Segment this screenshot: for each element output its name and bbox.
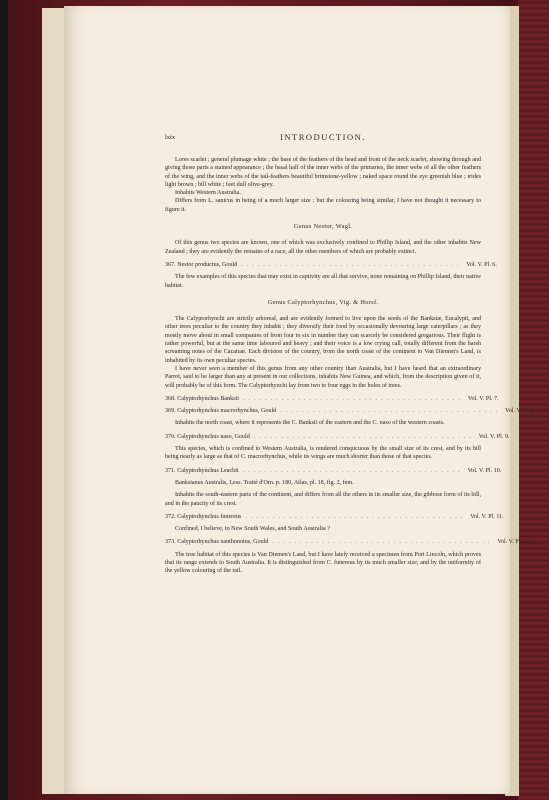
species-entry (165, 467, 502, 475)
genus-paragraph: The Calyptorhynchi are strictly arboreal, and are evidently formed to live upon the seeds of the Banksiæ, Eucalypti, and other trees peculiar to the country they inhabit ; they diversify their food by occasionally devouring large caterpillars ; as they mostly move about in small companies of from four to six in number they can scarcely be considered gregarious. Their flight is rather powerful, but at the same time laboured and heavy ; and their voice is a low crying call, totally different from the harsh screaming notes of the Cacatuæ. Each division of the country, from the north coast of the continent to Van Diemen's Land, is inhabited by its own peculiar species. (165, 316, 481, 364)
genus-heading: Genus Calyptorhynchus, Vig. & Horsf. (267, 298, 379, 306)
species-entry (165, 395, 499, 403)
plate-reference: Vol. V. Pl. 12. (497, 539, 532, 546)
running-head (165, 134, 481, 146)
plate-reference: Vol. V. Pl. 10. (467, 467, 502, 474)
cover-edge (518, 0, 549, 800)
leader-dots: ........................................ (241, 261, 463, 268)
species-note: Inhabits the south-eastern parts of the continent, and differs from all the others in its smaller size, the gibbose form of its bill, and in the paucity of its crest. (165, 492, 481, 507)
species-name: 371. Calyptorhynchus Leachii (165, 467, 239, 474)
species-name: 368. Calyptorhynchus Banksii (165, 395, 239, 402)
intro-paragraph: Inhabits Western Australia. (175, 190, 241, 197)
species-note: The true habitat of this species is Van Diemen's Land, but I have lately received a specimen from Port Lincoln, which proves that its range extends to South Australia. It is distinguished from C. funereus by its much smaller size, and by the uniformity of the yellow colouring of the tail. (165, 551, 481, 575)
plate-reference: Vol. V. Pl. 8. (505, 408, 536, 415)
species-name: 369. Calyptorhynchus macrorhynchus, Gould (165, 408, 277, 415)
intro-paragraph: Lores scarlet ; general plumage white ; the base of the feathers of the head and front of the neck scarlet, showing through and giving those parts a stained appearance ; the basal half of the inner webs of the primaries, the inner webs of all the other feathers of the wing, and the inner webs of the tail-feathers beautiful brimstone-yellow ; naked space round the eye greenish blue ; irides light brown ; bill white ; feet dull olive-grey. (165, 157, 481, 188)
leader-dots: ........................................ (245, 513, 467, 520)
leader-dots: ........................................ (253, 433, 475, 440)
species-note: This species, which is confined to Western Australia, is rendered conspicuous by the small size of its crest, and by its bill being nearly as large as that of C. macrorhynchus, while its wings are much shorter than those of that species. (165, 446, 481, 461)
genus-paragraph: Of this genus two species are known, one of which was exclusively confined to Phillip Island, and the other inhabits New Zealand ; they are evidently the remains of a race, all the other members of which are probably extinct. (165, 240, 481, 255)
leader-dots: ........................................ (242, 395, 464, 402)
intro-paragraph: Differs from L. sanicus in being of a much larger size ; but the colouring being similar, I have not thought it necessary to figure it. (165, 198, 481, 213)
species-entry (165, 513, 504, 521)
species-entry (165, 407, 536, 415)
running-title: INTRODUCTION. (280, 132, 366, 142)
synonym-line: Banksianus Australis, Less. Traité d'Orn. p. 180, Atlas, pl. 18, fig. 2, fem. (175, 479, 354, 486)
species-entry (165, 538, 532, 546)
leader-dots: ........................................ (280, 408, 502, 415)
species-name: 367. Nestor productus, Gould (165, 261, 238, 268)
species-entry (165, 433, 510, 441)
species-note: The few examples of this species that may exist in captivity are all that survive, none remaining on Phillip Island, their native habitat. (165, 274, 481, 289)
species-note: Confined, I believe, to New South Wales, and South Australia ? (175, 526, 330, 533)
species-name: 373. Calyptorhynchus xanthonotus, Gould (165, 539, 269, 546)
leader-dots: ........................................ (272, 539, 494, 546)
species-name: 372. Calyptorhynchus funereus (165, 513, 242, 520)
plate-reference: Vol. V. Pl. 9. (478, 433, 510, 440)
plate-reference: Vol. V. Pl. 6. (466, 261, 497, 268)
plate-reference: Vol. V. Pl. 11. (470, 513, 504, 520)
genus-heading: Genus Nestor, Wagl. (293, 223, 353, 231)
leader-dots: ........................................ (242, 467, 464, 474)
species-name: 370. Calyptorhynchus naso, Gould (165, 433, 250, 440)
page-number: lxix (165, 134, 176, 141)
species-note: Inhabits the north coast, where it represents the C. Banksii of the eastern and the C. naso of the western coasts. (175, 420, 445, 427)
plate-reference: Vol. V. Pl. 7. (467, 395, 499, 402)
page-body (165, 156, 536, 576)
species-entry (165, 261, 497, 269)
genus-paragraph: I have never seen a member of this genus from any other country than Australia, but I have heard that an extraordinary Parrot, said to be larger than any at present in our collections, inhabits New Guinea, and which, from the description given of it, will probably be of this form. The Calyptorhynchi lay from two to four eggs in the holes of trees. (165, 365, 481, 389)
